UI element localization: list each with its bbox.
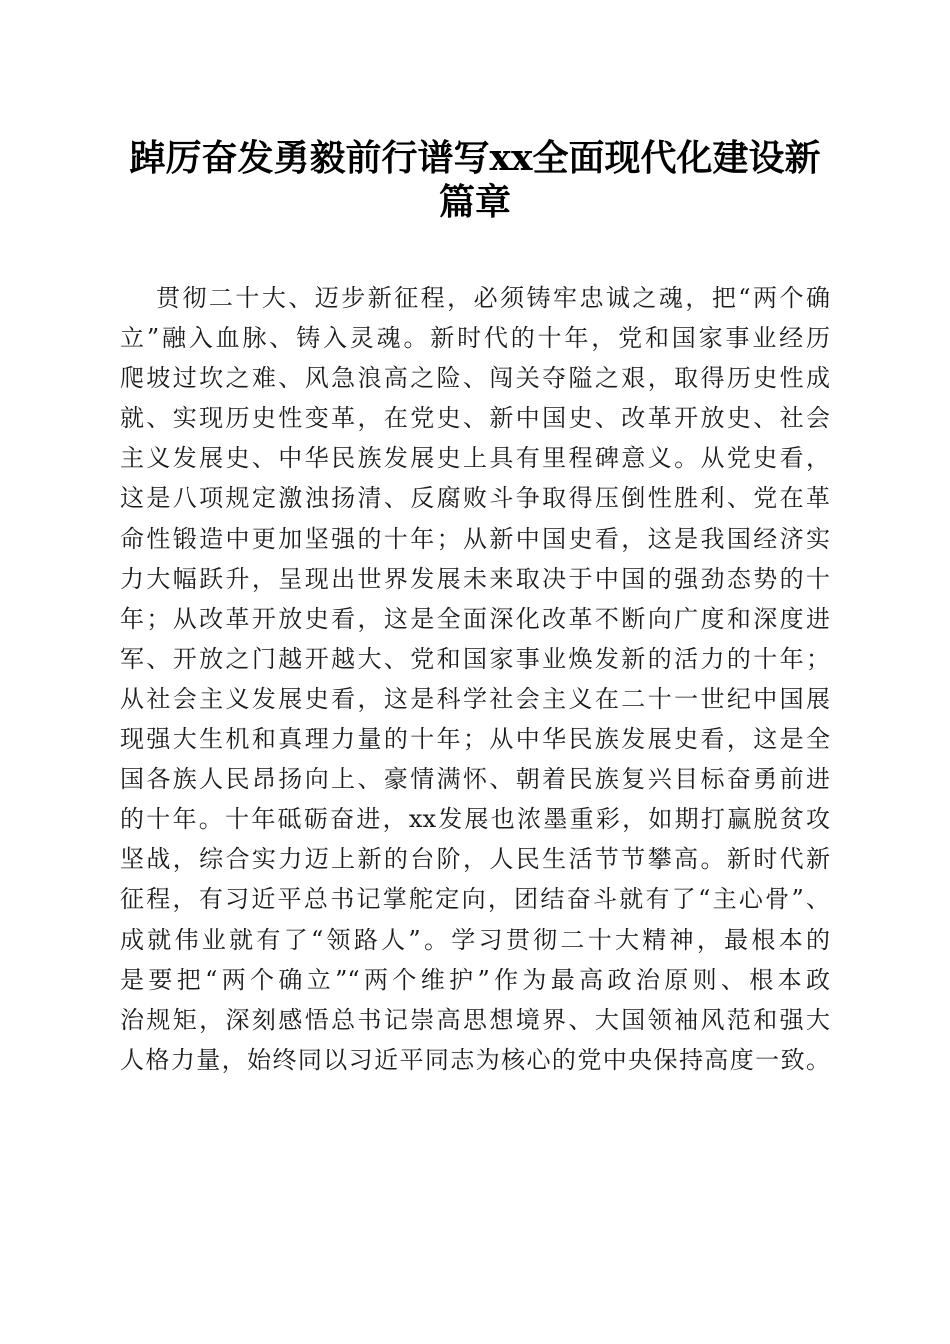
paragraph-line: 爬坡过坎之难、风急浪高之险、闯关夺隘之艰，取得历史性成 bbox=[120, 364, 830, 393]
paragraph-line: 主义发展史、中华民族发展史上具有里程碑意义。从党史看， bbox=[120, 444, 830, 473]
paragraph-line: 国各族人民昂扬向上、豪情满怀、朝着民族复兴目标奋勇前进 bbox=[120, 765, 830, 794]
paragraph-line: 力大幅跃升，呈现出世界发展未来取决于中国的强劲态势的十 bbox=[120, 564, 830, 593]
paragraph-line: 成就伟业就有了“领路人”。学习贯彻二十大精神，最根本的 bbox=[120, 925, 830, 954]
paragraph-line: 这是八项规定激浊扬清、反腐败斗争取得压倒性胜利、党在革 bbox=[120, 484, 830, 513]
paragraph-line: 征程，有习近平总书记掌舵定向，团结奋斗就有了“主心骨”、 bbox=[120, 885, 830, 914]
document-title bbox=[100, 136, 850, 224]
paragraph-line: 现强大生机和真理力量的十年；从中华民族发展史看，这是全 bbox=[120, 725, 830, 754]
paragraph-line: 的十年。十年砥砺奋进，xx发展也浓墨重彩，如期打赢脱贫攻 bbox=[120, 805, 830, 834]
paragraph-line: 就、实现历史性变革，在党史、新中国史、改革开放史、社会 bbox=[120, 404, 830, 433]
title-line-1: 踔厉奋发勇毅前行谱写xx全面现代化建设新 bbox=[129, 137, 821, 179]
paragraph-line: 人格力量，始终同以习近平同志为核心的党中央保持高度一致。 bbox=[120, 1045, 830, 1074]
paragraph-line: 军、开放之门越开越大、党和国家事业焕发新的活力的十年； bbox=[120, 644, 830, 673]
paragraph-line: 立”融入血脉、铸入灵魂。新时代的十年，党和国家事业经历 bbox=[120, 324, 830, 353]
paragraph-line: 是要把“两个确立”“两个维护”作为最高政治原则、根本政 bbox=[120, 965, 830, 994]
paragraph-line: 坚战，综合实力迈上新的台阶，人民生活节节攀高。新时代新 bbox=[120, 845, 830, 874]
paragraph-line: 从社会主义发展史看，这是科学社会主义在二十一世纪中国展 bbox=[120, 684, 830, 713]
paragraph-line: 贯彻二十大、迈步新征程，必须铸牢忠诚之魂，把“两个确 bbox=[156, 284, 830, 312]
body-paragraph bbox=[120, 278, 830, 1080]
paragraph-line: 年；从改革开放史看，这是全面深化改革不断向广度和深度进 bbox=[120, 604, 830, 633]
title-line-2: 篇章 bbox=[438, 181, 511, 223]
paragraph-line: 命性锻造中更加坚强的十年；从新中国史看，这是我国经济实 bbox=[120, 524, 830, 553]
paragraph-line: 治规矩，深刻感悟总书记崇高思想境界、大国领袖风范和强大 bbox=[120, 1005, 830, 1034]
